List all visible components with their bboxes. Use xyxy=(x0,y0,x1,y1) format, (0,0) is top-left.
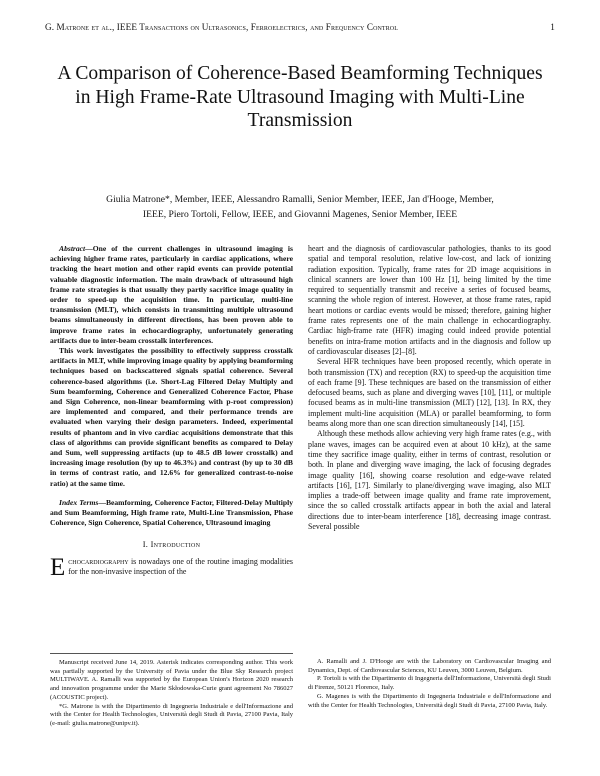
body-paragraph-3: Although these methods allow achieving very high frame rates (e.g., with plane waves, images can be acquired even at about 10 kHz), at the same time they sacrifice image quality, either in terms of contrast, resolution or both. In plane and diverging wave imaging, the lack of focusing degrades image quality [16], showing coarse resolution and edge-wave related artifacts [16], [17]. Similarly to plane/diverging wave imaging, also MLT implies a trade-off between image quality and frame rate improvement, since the so called crosstalk artifacts appear in both the axial and lateral directions due to inter-beam interference [18], decreasing image contrast. Several possible xyxy=(308,429,551,532)
section-title: Introduction xyxy=(150,540,201,550)
intro-lead-word: chocardiography xyxy=(68,556,129,566)
footnote-ramalli-dhooge: A. Ramalli and J. D'Hooge are with the Laboratory on Cardiovascular Imaging and Dynamics, Dept. of Cardiovascular Sciences, KU Leuven, 3000 Leuven, Belgium. xyxy=(308,658,551,674)
running-head-text: G. Matrone et al., IEEE Transactions on Ultrasonics, Ferroelectrics, and Frequency Control xyxy=(45,22,398,32)
intro-paragraph xyxy=(50,553,293,581)
index-terms-text: —Beamforming, Coherence Factor, Filtered-Delay Multiply and Sum Beamforming, High frame rate, Multi-Line Transmission, Phase Coherence, Sign Coherence, Spatial Coherence, Ultrasound imaging xyxy=(50,497,293,528)
section-heading-introduction xyxy=(50,540,293,550)
abstract xyxy=(50,244,293,528)
footnote-matrone: *G. Matrone is with the Dipartimento di Ingegneria Industriale e dell'Informazione and with the Center for Health Technologies, Università degli Studi di Pavia, 27100 Pavia, Italy (e-mail: giulia.matrone@unipv.it). xyxy=(50,702,293,727)
footnote-magenes: G. Magenes is with the Dipartimento di Ingegneria Industriale e dell'Informazione and with the Center for Health Technologies, Università degli Studi di Pavia, 27100 Pavia, Italy. xyxy=(308,692,551,709)
running-head xyxy=(45,22,555,32)
paper-title: A Comparison of Coherence-Based Beamforming Techniques in High Frame-Rate Ultrasound Imaging with Multi-Line Transmission xyxy=(57,63,543,131)
abstract-text-1: —One of the current challenges in ultrasound imaging is achieving higher frame rates, particularly in cardiac applications, where tracking the heart motion and other rapid events can provide potential valuable diagnostic information. The main drawback of ultrasound high frame rate strategies is that usually they partly sacrifice image quality in order to speed-up the acquisition time. In particular, multi-line transmission (MLT), which consists in transmitting multiple ultrasound beams simultaneously in different directions, has been proven able to improve frame rates in echocardiography, unfortunately generating artifacts due to inter-beam crosstalk interferences. xyxy=(50,244,293,345)
footnote-manuscript: Manuscript received June 14, 2019. Asterisk indicates corresponding author. This work was partially supported by the University of Pavia under the Blue Sky Research project MULTIWAVE. A. Ramalli was supported by the European Union's Horizon 2020 research and innovation programme under the Marie Skłodowska-Curie grant agreement No 786027 (ACOUSTIC project). xyxy=(50,659,293,701)
index-terms-label: Index Terms xyxy=(59,497,99,507)
intro-text: is nowadays one of the routine imaging modalities for the non-invasive inspection of the xyxy=(68,556,293,577)
section-number: I. xyxy=(142,540,149,550)
left-column xyxy=(50,244,293,581)
abstract-paragraph-1 xyxy=(50,244,293,346)
drop-cap: E xyxy=(50,553,66,581)
index-terms xyxy=(50,498,293,529)
abstract-label: Abstract xyxy=(59,244,86,253)
footnotes-right xyxy=(308,653,551,710)
page-number: 1 xyxy=(550,22,555,32)
right-column xyxy=(308,244,551,532)
body-paragraph-2: Several HFR techniques have been proposed recently, which operate in both transmission (TX) and reception (RX) to speed-up the acquisition time of each frame [9]. These techniques are based on the transmission of either defocused beams, such as plane and diverging waves [10], [11], or multiple focused beams as in multi-line transmission (MLT) [12], [13]. In RX, they implement multi-line acquisition (MLA) or parallel beamforming, to form beams along more than one scan direction simultaneously [14], [15]. xyxy=(308,357,551,429)
body-paragraph-1: heart and the diagnosis of cardiovascular pathologies, thanks to its good spatial and temporal resolution, relative low-cost, and lack of ionizing radiation exposition. Typically, frame rates for 2D image acquisitions in clinical scanners are lower than 100 Hz [1], being limited by the time required to sequentially transmit and receive a series of focused beams, scanning the whole region of interest. However, at those frame rates, rapid heart motions or cardiac events would be missed; therefore, gaining higher frame rates represents one of the main challenge in echocardiography. Cardiac high-frame rate (HFR) imaging could indeed provide potential benefits on intra-frame motion artifacts and in the diagnosis and follow up of cardiovascular diseases [2]–[8]. xyxy=(308,244,551,356)
footnotes-left xyxy=(50,653,293,729)
author-list: Giulia Matrone*, Member, IEEE, Alessandro Ramalli, Senior Member, IEEE, Jan d'Hooge, Member, IEEE, Piero Tortoli, Fellow, IEEE, and Giovanni Magenes, Senior Member, IEEE xyxy=(106,194,494,220)
footnote-tortoli: P. Tortoli is with the Dipartimento di Ingegneria dell'Informazione, Università degli Studi di Firenze, 50121 Florence, Italy. xyxy=(308,675,551,692)
abstract-paragraph-2: This work investigates the possibility to effectively suppress crosstalk artifacts in MLT, while improving image quality by applying beamforming techniques based on backscattered signals spatial coherence. Several coherence-based algorithms (i.e. Short-Lag Filtered Delay Multiply and Sum beamforming, Coherence and Generalized Coherence Factor, Phase and Sign Coherence, non-linear beamforming with p-root compression) are implemented and compared, and their performance trends are evaluated when varying their design parameters. Indeed, experimental results of phantom and in vivo cardiac acquisitions demonstrate that this class of algorithms can provide significant benefits as compared to Delay and Sum, well suppressing artifacts (up to 48.5 dB lower crosstalk) and increasing image resolution (by up to 46.3%) and contrast (by up to 30 dB in terms of contrast ratio, and 12.6% for generalized contrast-to-noise ratio) at the same time. xyxy=(50,346,293,488)
